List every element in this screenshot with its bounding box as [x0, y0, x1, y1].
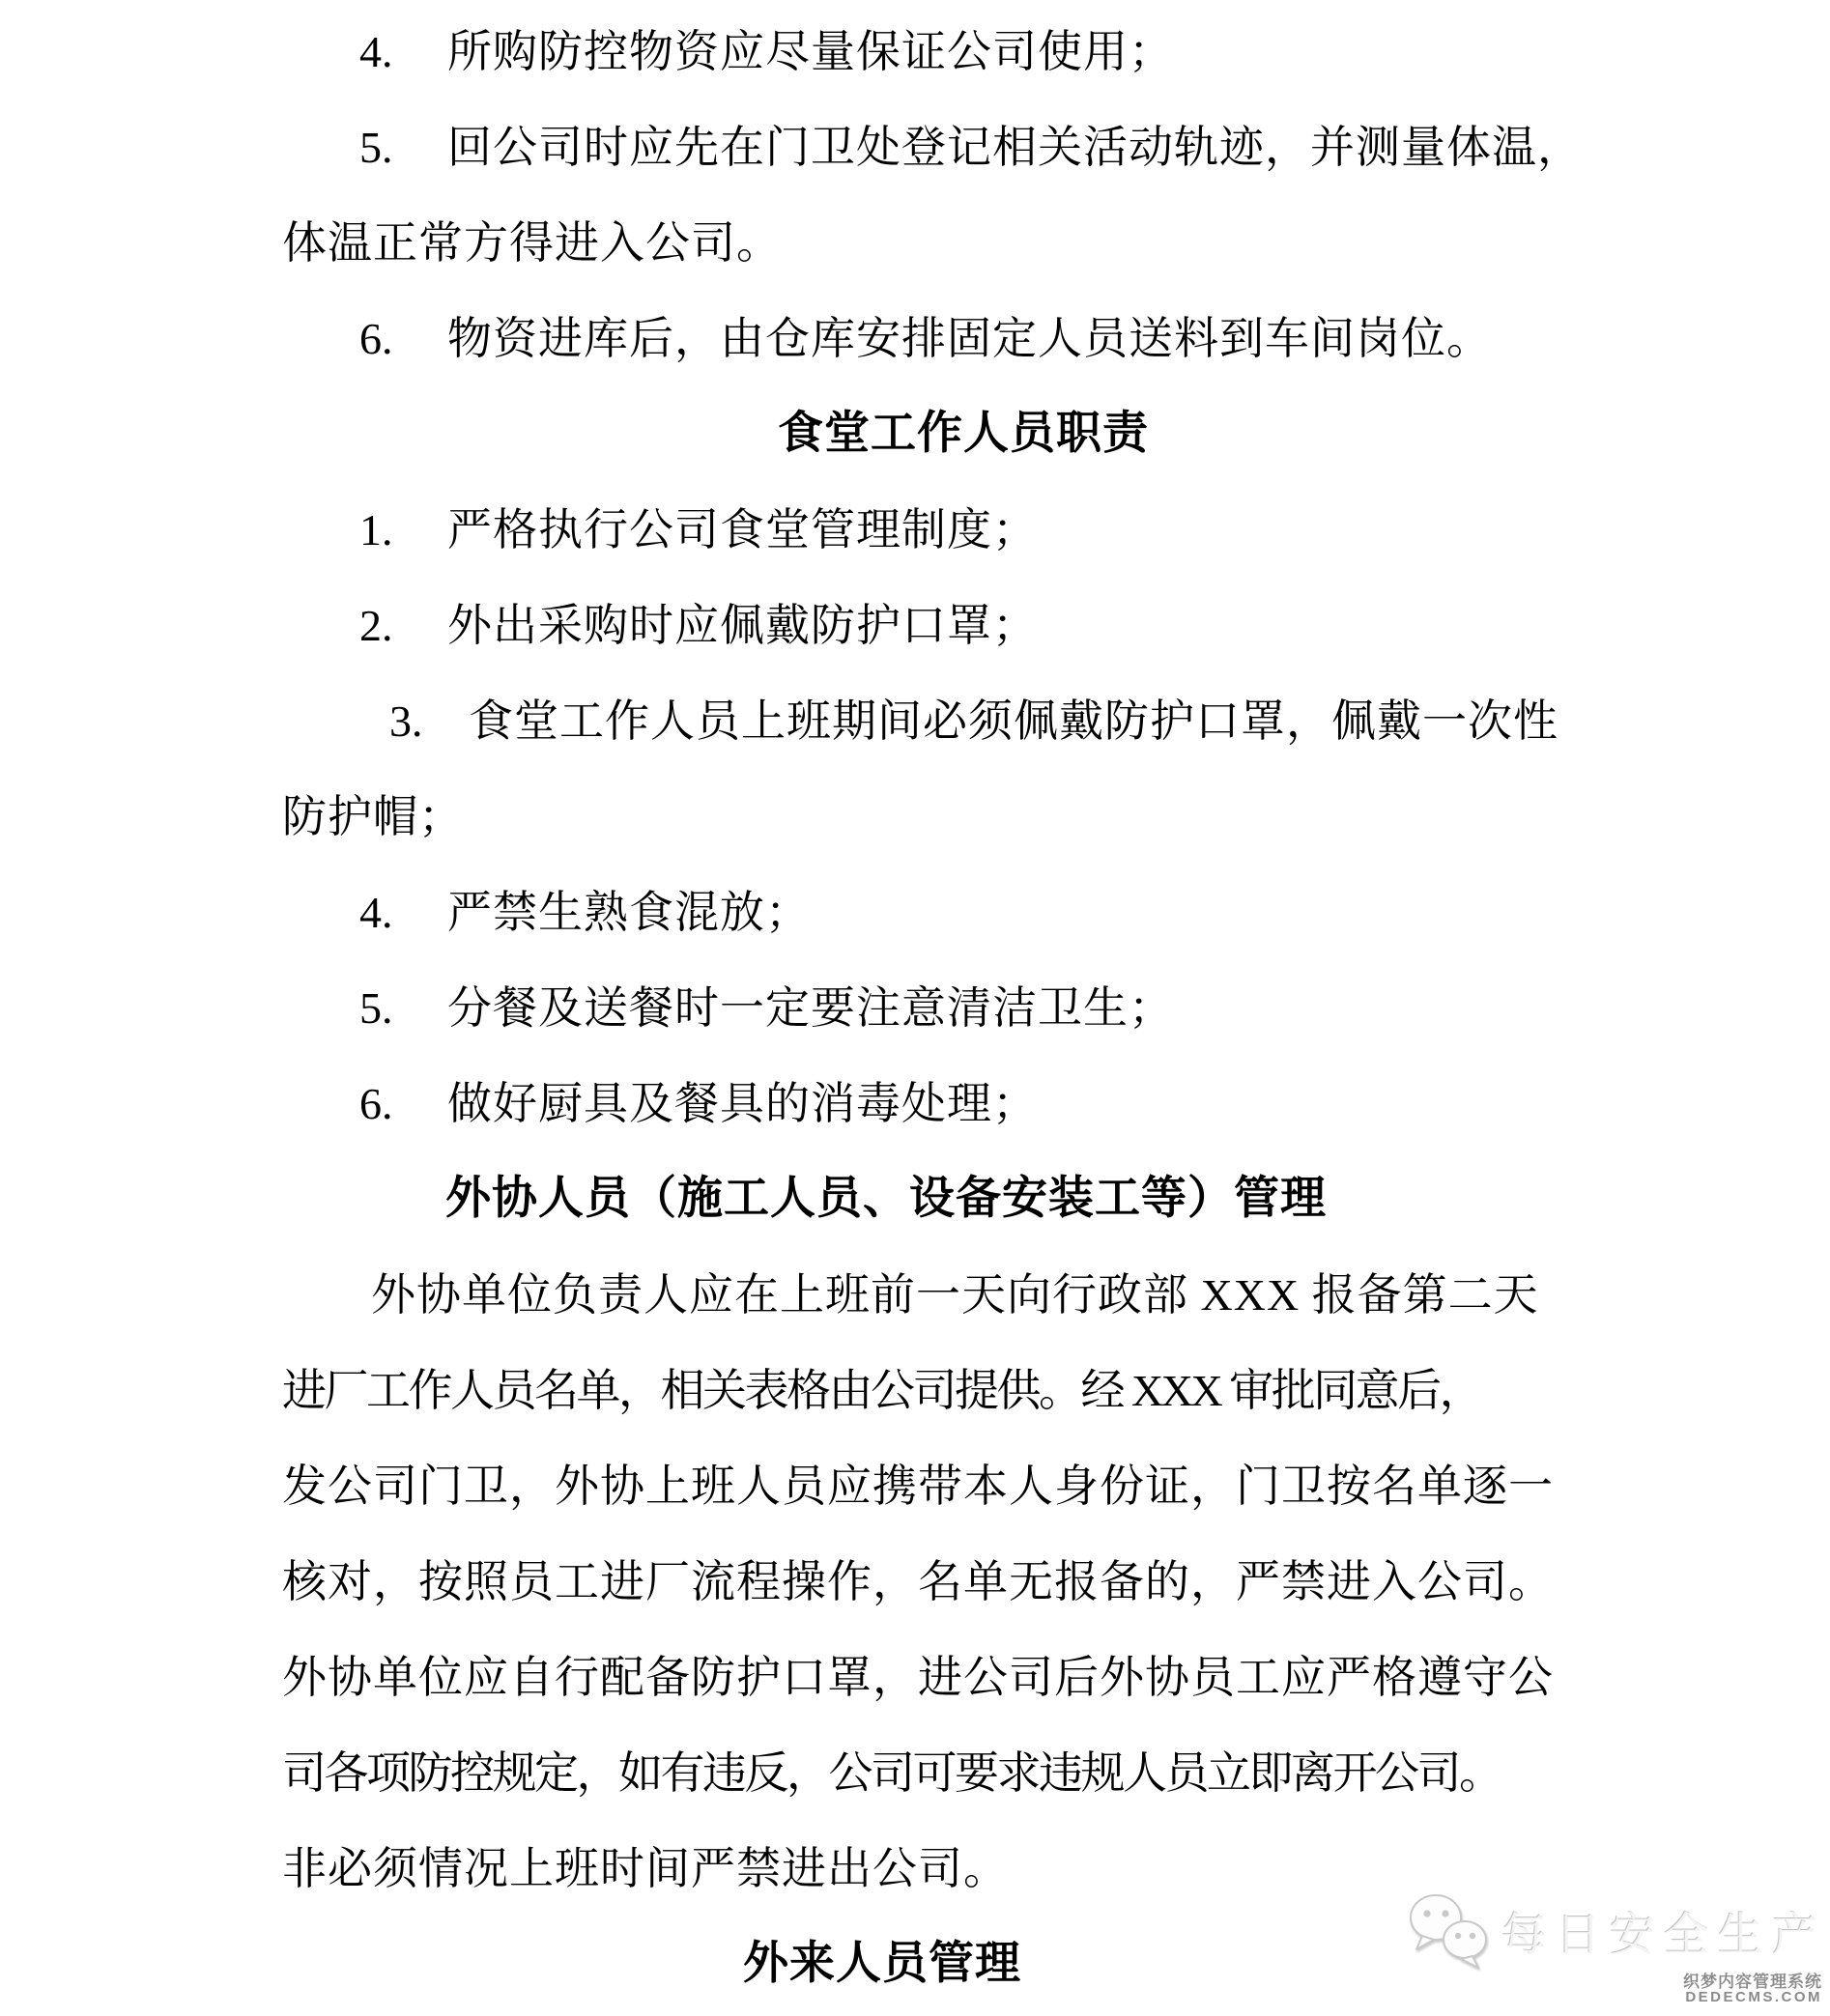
list-item	[282, 865, 1558, 960]
text-line: 外协单位应自行配备防护口罩，进公司后外协员工应严格遵守公	[282, 1653, 1554, 1702]
list-item-text: 物资进库后，由仓库安排固定人员送料到车间岗位。	[447, 314, 1492, 363]
wechat-watermark-label: 每日安全生产	[1501, 1910, 1826, 1961]
text-line: 进厂工作人员名单，相关表格由公司提供。经 XXX 审批同意后，	[282, 1366, 1482, 1415]
text-line: 核对，按照员工进厂流程操作，名单无报备的，严禁进入公司。	[282, 1557, 1554, 1606]
text-line: 非必须情况上班时间严禁进出公司。	[282, 1844, 1009, 1893]
list-item-number: 2.	[359, 601, 393, 650]
list-item-number: 4.	[359, 888, 393, 937]
text-line: 司各项防控规定，如有违反，公司可要求违规人员立即离开公司。	[282, 1748, 1501, 1798]
list-item	[282, 673, 1558, 769]
list-item	[282, 482, 1558, 578]
list-item-text: 外出采购时应佩戴防护口罩；	[447, 601, 1038, 650]
section-heading: 食堂工作人员职责	[778, 409, 1149, 459]
dedecms-badge-domain: DEDECMS.COM	[1685, 1989, 1822, 2005]
list-item	[282, 960, 1558, 1056]
text-line: 体温正常方得进入公司。	[282, 218, 782, 268]
list-item-number: 5.	[359, 123, 393, 172]
dedecms-badge-title: 织梦内容管理系统	[1683, 1973, 1822, 1991]
list-item-text: 分餐及送餐时一定要注意清洁卫生；	[447, 983, 1174, 1033]
dedecms-badge	[1683, 1974, 1822, 2005]
section-heading: 外协人员（施工人员、设备安装工等）管理	[445, 1174, 1327, 1224]
list-item-number: 6.	[359, 1079, 393, 1128]
list-item-number: 4.	[359, 27, 393, 76]
list-item	[282, 291, 1558, 386]
list-item-text: 严格执行公司食堂管理制度；	[447, 505, 1038, 554]
text-line: 发公司门卫，外协上班人员应携带本人身份证，门卫按名单逐一	[282, 1462, 1554, 1511]
list-item	[282, 1056, 1558, 1151]
list-item-number: 3.	[389, 696, 423, 746]
list-item-number: 5.	[359, 983, 393, 1033]
text-line: 防护帽；	[282, 792, 464, 841]
list-item-number: 1.	[359, 505, 393, 554]
list-item-text: 食堂工作人员上班期间必须佩戴防护口罩，佩戴一次性	[469, 696, 1558, 746]
list-item	[282, 99, 1583, 195]
document-body	[282, 4, 1583, 2012]
list-item-text: 做好厨具及餐具的消毒处理；	[447, 1079, 1038, 1128]
list-item-text: 所购防控物资应尽量保证公司使用；	[447, 27, 1174, 76]
list-item-text: 严禁生熟食混放；	[447, 888, 811, 937]
paragraph-first-line: 外协单位负责人应在上班前一天向行政部 XXX 报备第二天	[371, 1270, 1539, 1320]
section-heading: 外来人员管理	[743, 1939, 1021, 1989]
list-item-number: 6.	[359, 314, 393, 363]
list-item-text: 回公司时应先在门卫处登记相关活动轨迹，并测量体温，	[447, 123, 1583, 172]
list-item	[282, 4, 1558, 99]
list-item	[282, 578, 1558, 673]
